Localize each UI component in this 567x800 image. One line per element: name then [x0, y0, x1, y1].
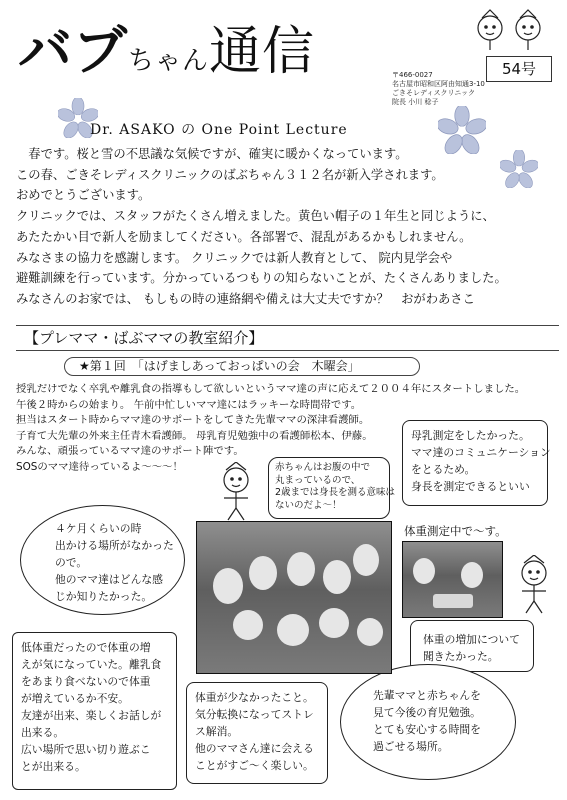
section-heading: 【プレママ・ばぶママの教室紹介】 [16, 325, 559, 351]
speech-bubble-measure: 母乳測定をしたかった。 ママ達のコミュニケーション をとるため。 身長を測定できるといい [402, 420, 548, 506]
clinic-address [392, 71, 485, 107]
person-figure [323, 560, 351, 594]
baby-mascot-icon [214, 462, 258, 522]
person-figure [353, 544, 379, 576]
newsletter-title [18, 8, 378, 82]
speech-bubble-senior-mama: 先輩ママと赤ちゃんを 見て今後の育児勉強。 とても安心する時間を 過ごせる場所。 [340, 664, 516, 780]
title-part-bab: バブ [18, 18, 128, 82]
speech-bubble-few-weight: 体重が少なかったこと。 気分転換になってストレ ス解消。 他のママさん達に会える ことがすご～く楽しい。 [186, 682, 328, 784]
group-photo [196, 521, 392, 674]
person-figure [249, 556, 277, 590]
title-part-tsushin: 通信 [209, 22, 316, 82]
address-line: 院長 小川 稔子 [392, 98, 439, 106]
speech-bubble-low-weight: 低体重だったので体重の増 えが気になっていた。離乳食 をあまり食べないので体重 が増えているか不安。 友達が出来、楽しくお話しが 出来る。 広い場所で思い切り遊ぶこ とが出来る。 [12, 632, 177, 790]
person-figure [287, 552, 315, 586]
person-figure [277, 614, 309, 646]
person-figure [213, 568, 243, 604]
person-figure [461, 562, 483, 588]
address-line: 名古屋市昭和区阿由知通3-10 [392, 80, 485, 88]
baby-mascot-icon [512, 555, 556, 615]
speech-bubble-weight-gain: 体重の増加について 聞きたかった。 [410, 620, 534, 672]
baby-scale [433, 594, 473, 608]
weighing-caption: 体重測定中で～す。 [404, 524, 507, 538]
weighing-photo [402, 541, 503, 618]
person-figure [357, 618, 383, 646]
session-title: ★第１回 「はげましあっておっぱいの会 木曜会」 [64, 357, 420, 376]
lecture-heading: Dr. ASAKO の One Point Lecture [90, 122, 348, 138]
address-line: 〒466-0027 [392, 71, 433, 79]
class-intro-text: 授乳だけでなく卒乳や離乳食の指導もして欲しいというママ達の声に応えて２００４年にスタートしました。 午後２時からの始まり。 午前中忙しいママ達にはラッキーな時間帯です。 担当はスタート時からママ達のサポートをしてきた先輩ママの深津看護師。 子育て大先輩の外来主任青木看護師。 母乳育児勉強中の看護師松本、伊藤。 みんな、頑張っているママ達のサポート陣です。 SOSのママ達待っているよ～～～！ [16, 383, 526, 473]
title-part-chan: ちゃん [128, 46, 210, 76]
address-line: ごきそレディスクリニック [392, 89, 476, 97]
person-figure [233, 610, 263, 640]
person-figure [319, 608, 349, 638]
person-figure [413, 558, 435, 584]
lecture-paragraph: 春です。桜と雪の不思議な気候ですが、確実に暖かくなっています。 この春、ごきそレディスクリニックのばぶちゃん３１２名が新入学されます。 おめでとうございます。 クリニックでは、スタッフがたくさん増えました。黄色い帽子の１年生と同じように、 あたたかい目で新人を励ましてください。各部署で、混乱があるかもしれません。 みなさまの協力を感謝します。 クリニックでは新人教育として、 院内見学会や 避難訓練を行っています。分かっているつもりの知らないことが、たくさんありました。 みなさんのお家では、 もしもの時の連絡網や備えは大丈夫ですか？ おがわあさこ [16, 147, 507, 306]
mascots-icon [470, 4, 550, 52]
issue-number: 54号 [486, 56, 552, 82]
speech-bubble-baby-belly: 赤ちゃんはお腹の中で 丸まっているので、 2歳までは身長を測る意味は ないのだよ～！ [268, 457, 390, 519]
speech-bubble-four-month: ４ケ月くらいの時 出かける場所がなかった ので。 他のママ達はどんな感 じか知りたかった。 [20, 505, 185, 615]
